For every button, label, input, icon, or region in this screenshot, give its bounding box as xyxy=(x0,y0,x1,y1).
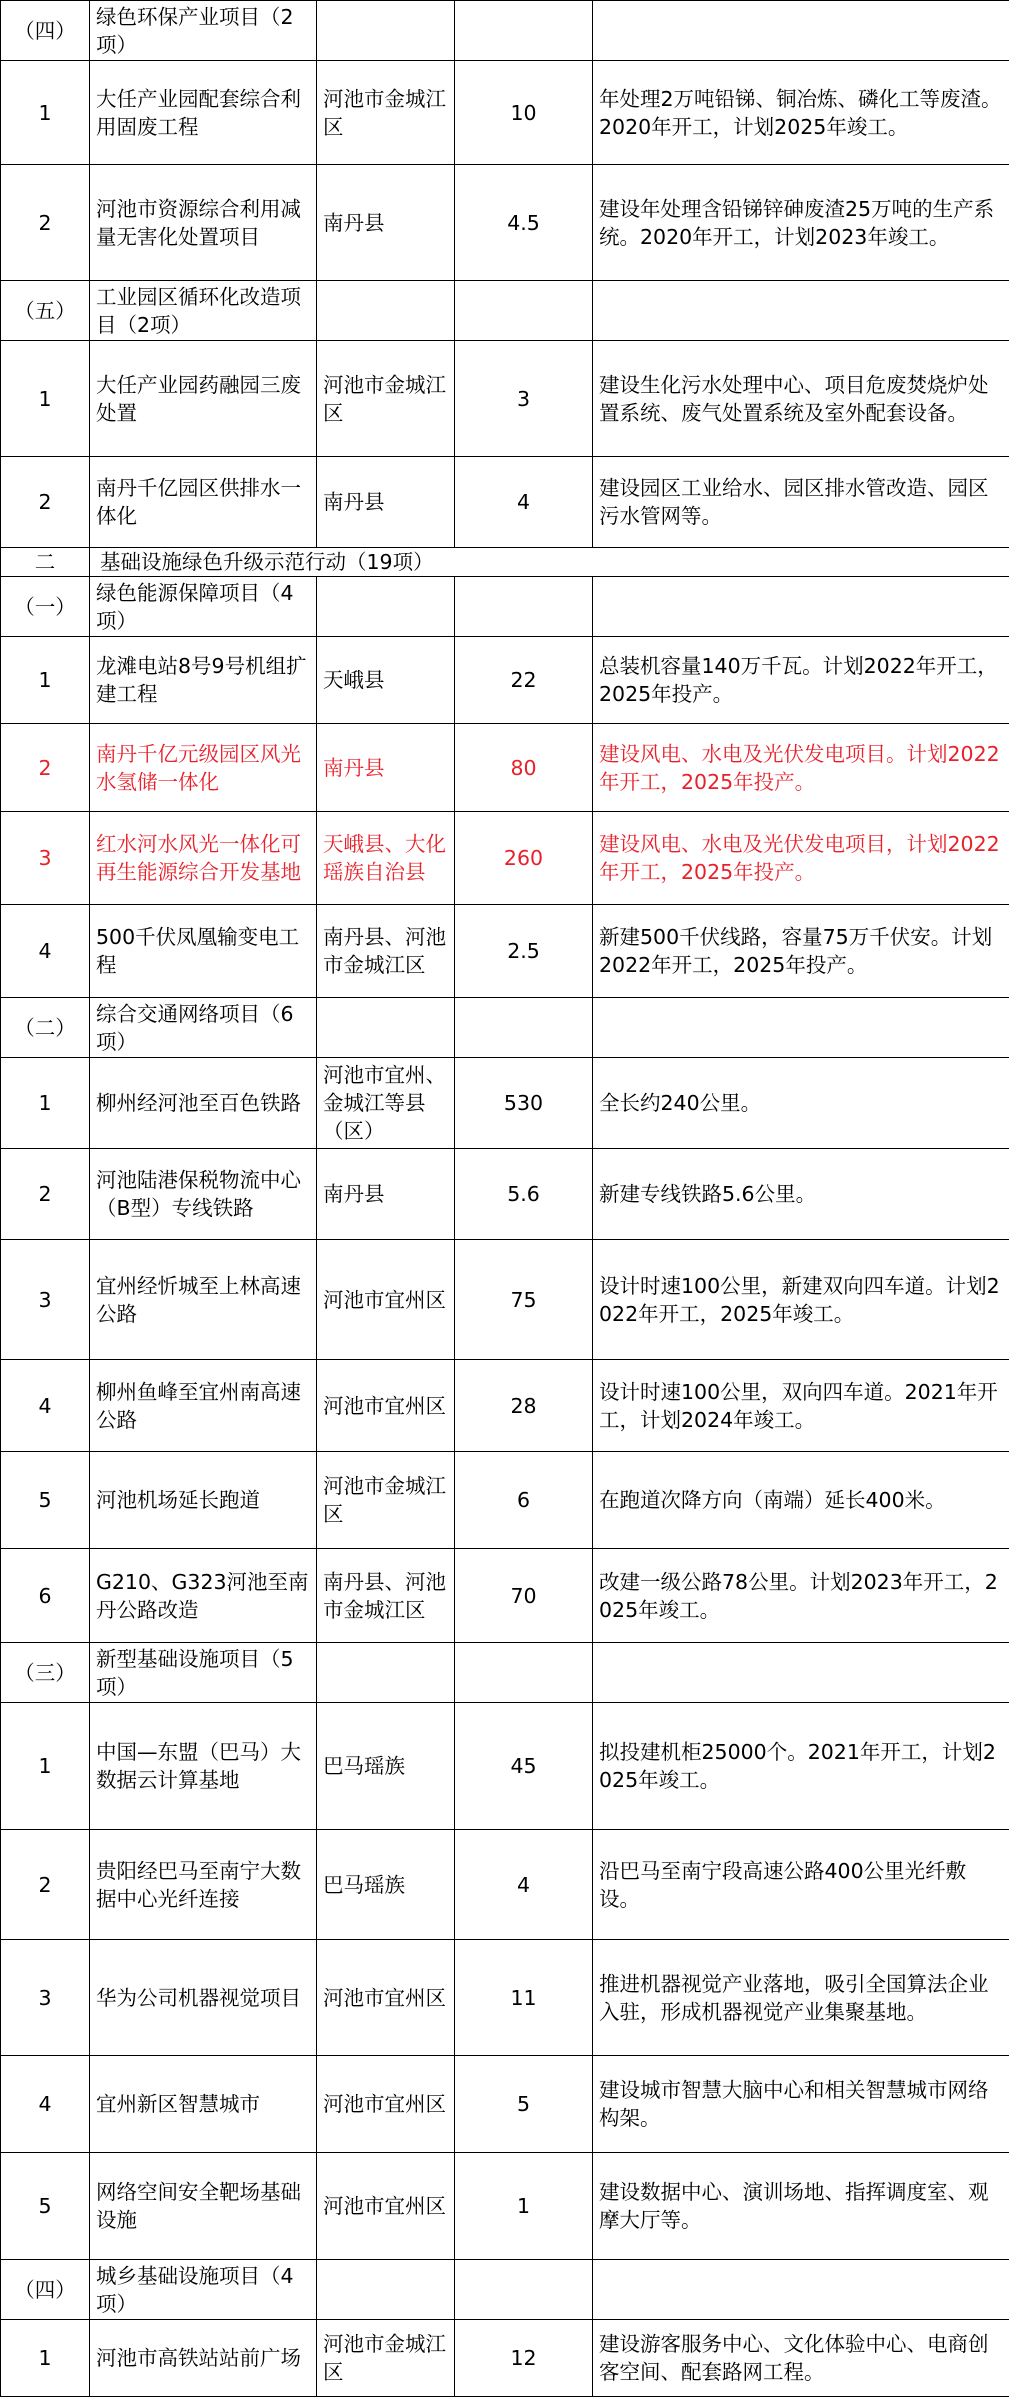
project-name-cell: 河池陆港保税物流中心（B型）专线铁路 xyxy=(90,1149,317,1240)
group-title-cell: 新型基础设施项目（5项） xyxy=(90,1643,317,1703)
investment-cell: 6 xyxy=(455,1452,593,1549)
index-cell: （二） xyxy=(1,998,90,1058)
project-name-cell: 网络空间安全靶场基础设施 xyxy=(90,2153,317,2260)
description-cell: 建设生化污水处理中心、项目危废焚烧炉处置系统、废气处置系统及室外配套设备。 xyxy=(593,341,1009,457)
location-cell: 河池市宜州区 xyxy=(317,1940,455,2056)
project-name-cell: 南丹千亿园区供排水一体化 xyxy=(90,457,317,548)
index-cell: 1 xyxy=(1,2320,90,2397)
description-cell: 建设风电、水电及光伏发电项目，计划2022年开工，2025年投产。 xyxy=(593,812,1009,905)
investment-cell: 5.6 xyxy=(455,1149,593,1240)
location-cell: 河池市金城江区 xyxy=(317,61,455,165)
table-row xyxy=(1,1452,1009,1549)
investment-cell: 10 xyxy=(455,61,593,165)
investment-cell: 11 xyxy=(455,1940,593,2056)
index-cell: 2 xyxy=(1,1830,90,1940)
loc-empty-cell xyxy=(317,577,455,637)
location-cell: 河池市宜州区 xyxy=(317,2056,455,2153)
desc-empty-cell xyxy=(593,1,1009,61)
project-name-cell: 红水河水风光一体化可再生能源综合开发基地 xyxy=(90,812,317,905)
index-cell: 5 xyxy=(1,1452,90,1549)
description-cell: 建设城市智慧大脑中心和相关智慧城市网络构架。 xyxy=(593,2056,1009,2153)
description-cell: 总装机容量140万千瓦。计划2022年开工，2025年投产。 xyxy=(593,637,1009,724)
inv-empty-cell xyxy=(455,1643,593,1703)
table-row xyxy=(1,1240,1009,1360)
index-cell: 1 xyxy=(1,637,90,724)
loc-empty-cell xyxy=(317,281,455,341)
group-header-row xyxy=(1,281,1009,341)
project-name-cell: 中国—东盟（巴马）大数据云计算基地 xyxy=(90,1703,317,1830)
desc-empty-cell xyxy=(593,281,1009,341)
project-name-cell: 柳州经河池至百色铁路 xyxy=(90,1058,317,1149)
location-cell: 巴马瑶族 xyxy=(317,1830,455,1940)
investment-cell: 22 xyxy=(455,637,593,724)
table-row xyxy=(1,165,1009,281)
group-header-row xyxy=(1,1,1009,61)
loc-empty-cell xyxy=(317,1,455,61)
table-row xyxy=(1,457,1009,548)
description-cell: 建设游客服务中心、文化体验中心、电商创客空间、配套路网工程。 xyxy=(593,2320,1009,2397)
loc-empty-cell xyxy=(317,1643,455,1703)
index-cell: 2 xyxy=(1,165,90,281)
description-cell: 建设园区工业给水、园区排水管改造、园区污水管网等。 xyxy=(593,457,1009,548)
table-row xyxy=(1,1058,1009,1149)
section-header-row xyxy=(1,548,1009,577)
location-cell: 南丹县 xyxy=(317,165,455,281)
loc-empty-cell xyxy=(317,2260,455,2320)
index-cell: 二 xyxy=(1,548,90,577)
index-cell: 1 xyxy=(1,1058,90,1149)
table-row xyxy=(1,1360,1009,1452)
table-row xyxy=(1,2320,1009,2397)
index-cell: 3 xyxy=(1,812,90,905)
project-table-body xyxy=(1,1,1009,2397)
location-cell: 天峨县 xyxy=(317,637,455,724)
description-cell: 建设风电、水电及光伏发电项目。计划2022年开工，2025年投产。 xyxy=(593,724,1009,812)
inv-empty-cell xyxy=(455,2260,593,2320)
location-cell: 河池市金城江区 xyxy=(317,1452,455,1549)
project-name-cell: 南丹千亿元级园区风光水氢储一体化 xyxy=(90,724,317,812)
index-cell: 2 xyxy=(1,457,90,548)
inv-empty-cell xyxy=(455,1,593,61)
index-cell: （四） xyxy=(1,2260,90,2320)
investment-cell: 2.5 xyxy=(455,905,593,998)
desc-empty-cell xyxy=(593,998,1009,1058)
group-title-cell: 城乡基础设施项目（4项） xyxy=(90,2260,317,2320)
description-cell: 年处理2万吨铅锑、铜冶炼、磷化工等废渣。2020年开工，计划2025年竣工。 xyxy=(593,61,1009,165)
project-name-cell: G210、G323河池至南丹公路改造 xyxy=(90,1549,317,1643)
investment-cell: 1 xyxy=(455,2153,593,2260)
investment-cell: 5 xyxy=(455,2056,593,2153)
index-cell: （一） xyxy=(1,577,90,637)
investment-cell: 4.5 xyxy=(455,165,593,281)
inv-empty-cell xyxy=(455,281,593,341)
location-cell: 南丹县 xyxy=(317,457,455,548)
index-cell: 3 xyxy=(1,1940,90,2056)
table-row xyxy=(1,1703,1009,1830)
investment-cell: 70 xyxy=(455,1549,593,1643)
location-cell: 河池市金城江区 xyxy=(317,341,455,457)
investment-cell: 3 xyxy=(455,341,593,457)
table-row xyxy=(1,637,1009,724)
investment-cell: 80 xyxy=(455,724,593,812)
group-header-row xyxy=(1,2260,1009,2320)
investment-cell: 260 xyxy=(455,812,593,905)
project-name-cell: 柳州鱼峰至宜州南高速公路 xyxy=(90,1360,317,1452)
project-name-cell: 500千伏凤凰输变电工程 xyxy=(90,905,317,998)
index-cell: 2 xyxy=(1,1149,90,1240)
loc-empty-cell xyxy=(317,998,455,1058)
table-row xyxy=(1,2153,1009,2260)
table-row xyxy=(1,1830,1009,1940)
table-row xyxy=(1,724,1009,812)
index-cell: 4 xyxy=(1,1360,90,1452)
description-cell: 推进机器视觉产业落地，吸引全国算法企业入驻，形成机器视觉产业集聚基地。 xyxy=(593,1940,1009,2056)
investment-cell: 75 xyxy=(455,1240,593,1360)
location-cell: 巴马瑶族 xyxy=(317,1703,455,1830)
project-name-cell: 河池市高铁站站前广场 xyxy=(90,2320,317,2397)
description-cell: 在跑道次降方向（南端）延长400米。 xyxy=(593,1452,1009,1549)
investment-cell: 530 xyxy=(455,1058,593,1149)
table-row xyxy=(1,1940,1009,2056)
section-title-cell: 基础设施绿色升级示范行动（19项） xyxy=(90,548,1009,577)
table-row xyxy=(1,1149,1009,1240)
location-cell: 南丹县 xyxy=(317,724,455,812)
table-row xyxy=(1,341,1009,457)
table-row xyxy=(1,905,1009,998)
group-header-row xyxy=(1,577,1009,637)
desc-empty-cell xyxy=(593,577,1009,637)
description-cell: 改建一级公路78公里。计划2023年开工，2025年竣工。 xyxy=(593,1549,1009,1643)
table-row xyxy=(1,61,1009,165)
desc-empty-cell xyxy=(593,1643,1009,1703)
index-cell: （三） xyxy=(1,1643,90,1703)
location-cell: 南丹县、河池市金城江区 xyxy=(317,905,455,998)
group-title-cell: 综合交通网络项目（6项） xyxy=(90,998,317,1058)
group-title-cell: 绿色能源保障项目（4项） xyxy=(90,577,317,637)
inv-empty-cell xyxy=(455,577,593,637)
index-cell: 1 xyxy=(1,1703,90,1830)
description-cell: 设计时速100公里，新建双向四车道。计划2022年开工，2025年竣工。 xyxy=(593,1240,1009,1360)
location-cell: 河池市宜州区 xyxy=(317,1240,455,1360)
description-cell: 新建专线铁路5.6公里。 xyxy=(593,1149,1009,1240)
project-name-cell: 河池市资源综合利用减量无害化处置项目 xyxy=(90,165,317,281)
table-row xyxy=(1,812,1009,905)
project-name-cell: 大任产业园药融园三废处置 xyxy=(90,341,317,457)
location-cell: 河池市宜州区 xyxy=(317,2153,455,2260)
location-cell: 河池市金城江区 xyxy=(317,2320,455,2397)
index-cell: 3 xyxy=(1,1240,90,1360)
location-cell: 河池市宜州区 xyxy=(317,1360,455,1452)
location-cell: 南丹县、河池市金城江区 xyxy=(317,1549,455,1643)
project-name-cell: 宜州新区智慧城市 xyxy=(90,2056,317,2153)
table-row xyxy=(1,2056,1009,2153)
index-cell: 4 xyxy=(1,2056,90,2153)
group-title-cell: 工业园区循环化改造项目（2项） xyxy=(90,281,317,341)
group-title-cell: 绿色环保产业项目（2项） xyxy=(90,1,317,61)
investment-cell: 28 xyxy=(455,1360,593,1452)
description-cell: 建设年处理含铅锑锌砷废渣25万吨的生产系统。2020年开工，计划2023年竣工。 xyxy=(593,165,1009,281)
investment-cell: 4 xyxy=(455,1830,593,1940)
index-cell: 5 xyxy=(1,2153,90,2260)
investment-cell: 45 xyxy=(455,1703,593,1830)
project-name-cell: 宜州经忻城至上林高速公路 xyxy=(90,1240,317,1360)
desc-empty-cell xyxy=(593,2260,1009,2320)
index-cell: 1 xyxy=(1,341,90,457)
description-cell: 沿巴马至南宁段高速公路400公里光纤敷设。 xyxy=(593,1830,1009,1940)
project-name-cell: 河池机场延长跑道 xyxy=(90,1452,317,1549)
investment-cell: 12 xyxy=(455,2320,593,2397)
description-cell: 拟投建机柜25000个。2021年开工，计划2025年竣工。 xyxy=(593,1703,1009,1830)
project-name-cell: 贵阳经巴马至南宁大数据中心光纤连接 xyxy=(90,1830,317,1940)
project-name-cell: 华为公司机器视觉项目 xyxy=(90,1940,317,2056)
index-cell: 2 xyxy=(1,724,90,812)
description-cell: 新建500千伏线路，容量75万千伏安。计划2022年开工，2025年投产。 xyxy=(593,905,1009,998)
index-cell: 1 xyxy=(1,61,90,165)
index-cell: （四） xyxy=(1,1,90,61)
index-cell: 4 xyxy=(1,905,90,998)
group-header-row xyxy=(1,998,1009,1058)
description-cell: 建设数据中心、演训场地、指挥调度室、观摩大厅等。 xyxy=(593,2153,1009,2260)
description-cell: 全长约240公里。 xyxy=(593,1058,1009,1149)
project-name-cell: 龙滩电站8号9号机组扩建工程 xyxy=(90,637,317,724)
index-cell: 6 xyxy=(1,1549,90,1643)
investment-cell: 4 xyxy=(455,457,593,548)
inv-empty-cell xyxy=(455,998,593,1058)
index-cell: （五） xyxy=(1,281,90,341)
location-cell: 南丹县 xyxy=(317,1149,455,1240)
location-cell: 河池市宜州、金城江等县（区） xyxy=(317,1058,455,1149)
description-cell: 设计时速100公里，双向四车道。2021年开工，计划2024年竣工。 xyxy=(593,1360,1009,1452)
location-cell: 天峨县、大化瑶族自治县 xyxy=(317,812,455,905)
group-header-row xyxy=(1,1643,1009,1703)
table-row xyxy=(1,1549,1009,1643)
project-name-cell: 大任产业园配套综合利用固废工程 xyxy=(90,61,317,165)
